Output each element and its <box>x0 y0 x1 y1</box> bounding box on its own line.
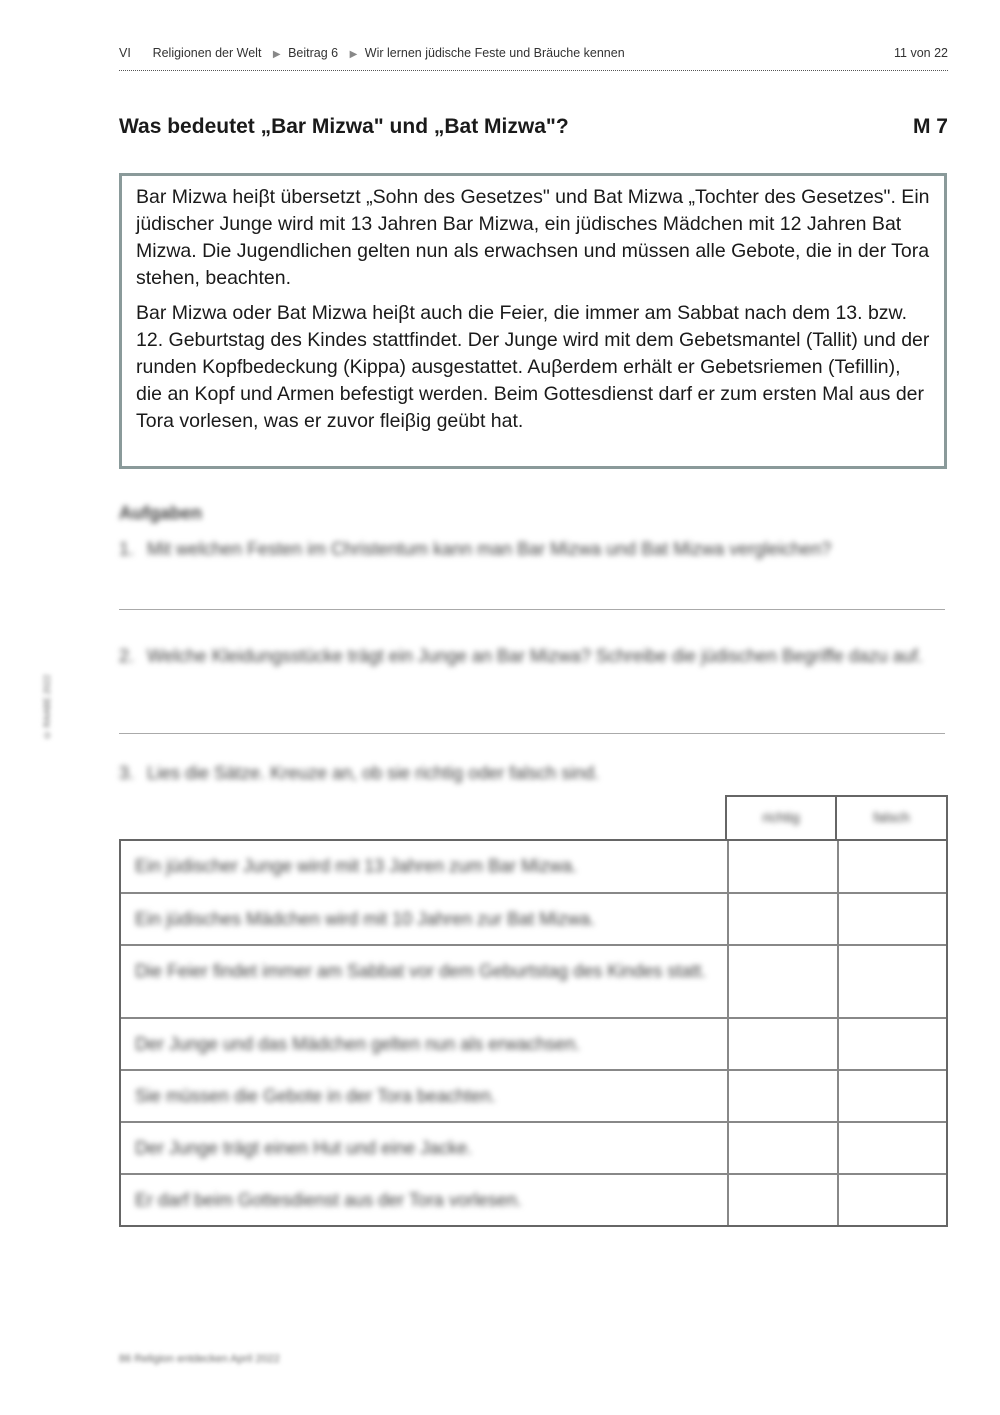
checkbox-false[interactable] <box>837 1019 946 1069</box>
table-row <box>121 1123 946 1175</box>
triangle-right-icon: ▶ <box>272 49 281 60</box>
info-paragraph-2: Bar Mizwa oder Bat Mizwa heiβt auch die Feier, die immer am Sabbat nach dem 13. bzw. 12. Geburtstag des Kindes stattfindet. Der Junge wird mit dem Gebetsmantel (Tallit) und der runden Kopfbedeckung (Kippa) ausgestattet. Auβerdem erhält er Gebetsriemen (Tefillin), die an Kopf und Armen befestigt werden. Beim Gottesdienst darf er zum ersten Mal aus der Tora vorlesen, was er zuvor fleiβig geübt hat. <box>136 302 930 432</box>
checkbox-true[interactable] <box>727 946 837 1017</box>
breadcrumb <box>119 46 629 60</box>
true-false-table <box>119 839 948 1227</box>
table-row <box>121 1175 946 1225</box>
checkbox-false[interactable] <box>837 1175 946 1225</box>
column-header-false <box>835 795 948 839</box>
checkbox-false[interactable] <box>837 894 946 944</box>
answer-line[interactable] <box>119 609 945 610</box>
checkbox-true[interactable] <box>727 1175 837 1225</box>
breadcrumb-section: VI <box>119 46 131 60</box>
breadcrumb-contribution: Beitrag 6 <box>288 46 339 60</box>
statement: Er darf beim Gottesdienst aus der Tora vorlesen. <box>135 1190 522 1210</box>
page-title: Was bedeutet „Bar Mizwa" und „Bat Mizwa"? <box>119 115 569 138</box>
page-header <box>119 44 948 71</box>
task-1 <box>119 536 947 563</box>
copyright-note: © RAABE 2022 <box>42 674 52 740</box>
tasks-heading: Aufgaben <box>119 503 202 523</box>
statement: Ein jüdisches Mädchen wird mit 10 Jahren zur Bat Mizwa. <box>135 909 596 929</box>
checkbox-true[interactable] <box>727 841 837 892</box>
info-paragraph-1: Bar Mizwa heiβt übersetzt „Sohn des Gesetzes" und Bat Mizwa „Tochter des Gesetzes". Ein jüdischer Junge wird mit 13 Jahren Bar Mizwa, ein jüdisches Mädchen mit 12 Jahren Bat Mizwa. Die Jugendlichen gelten nun als erwachsen und müssen alle Gebote, die in der Tora stehen, beachten. <box>136 186 930 289</box>
table-row <box>121 841 946 894</box>
table-row <box>121 1019 946 1071</box>
table-row <box>121 946 946 1019</box>
statement: Der Junge trägt einen Hut und eine Jacke. <box>135 1138 473 1158</box>
column-header-true <box>725 795 837 839</box>
statement: Die Feier findet immer am Sabbat vor dem Geburtstag des Kindes statt. <box>135 961 707 981</box>
footer-note: 86 Religion entdecken April 2022 <box>119 1353 280 1365</box>
statement: Ein jüdischer Junge wird mit 13 Jahren zum Bar Mizwa. <box>135 856 578 876</box>
task-2 <box>119 643 947 670</box>
answer-line[interactable] <box>119 733 945 734</box>
triangle-right-icon: ▶ <box>349 49 358 60</box>
task-number: 2. <box>119 646 135 666</box>
checkbox-false[interactable] <box>837 946 946 1017</box>
checkbox-false[interactable] <box>837 841 946 892</box>
task-number: 3. <box>119 763 135 783</box>
task-3 <box>119 760 947 787</box>
table-row <box>121 1071 946 1123</box>
checkbox-false[interactable] <box>837 1123 946 1173</box>
column-header-label: falsch <box>873 809 910 825</box>
breadcrumb-unit: Wir lernen jüdische Feste und Bräuche kennen <box>364 46 625 60</box>
page-number: 11 von 22 <box>894 46 948 60</box>
task-text: Welche Kleidungsstücke trägt ein Junge an Bar Mizwa? Schreibe die jüdischen Begriffe dazu auf. <box>147 646 923 666</box>
column-header-label: richtig <box>762 809 800 825</box>
statement: Sie müssen die Gebote in der Tora beachten. <box>135 1086 496 1106</box>
material-label: M 7 <box>912 115 948 138</box>
info-box <box>119 173 947 469</box>
table-row <box>121 894 946 946</box>
checkbox-true[interactable] <box>727 894 837 944</box>
task-text: Lies die Sätze. Kreuze an, ob sie richtig oder falsch sind. <box>147 763 600 783</box>
task-number: 1. <box>119 539 135 559</box>
checkbox-true[interactable] <box>727 1123 837 1173</box>
checkbox-true[interactable] <box>727 1019 837 1069</box>
checkbox-true[interactable] <box>727 1071 837 1121</box>
statement: Der Junge und das Mädchen gelten nun als erwachsen. <box>135 1034 581 1054</box>
breadcrumb-topic: Religionen der Welt <box>152 46 262 60</box>
task-text: Mit welchen Festen im Christentum kann man Bar Mizwa und Bat Mizwa vergleichen? <box>147 539 832 559</box>
checkbox-false[interactable] <box>837 1071 946 1121</box>
spacer <box>142 49 145 60</box>
